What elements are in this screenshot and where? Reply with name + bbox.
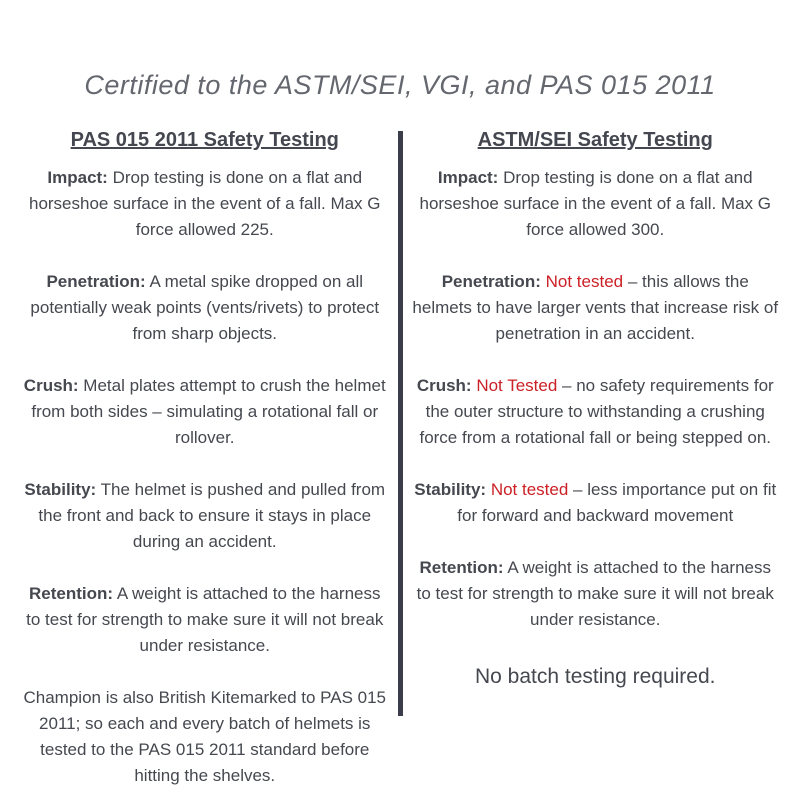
astmsei-item-penetration (412, 269, 780, 347)
astm-sei-column (403, 129, 789, 690)
astmsei-text-crush: – no safety requirements for the outer structure to withstanding a crushing force from a rotational fall or being stepped on. (419, 376, 774, 447)
astmsei-label-retention: Retention: (419, 558, 504, 577)
pas015-label-impact: Impact: (47, 168, 108, 187)
pas015-item-penetration (21, 269, 389, 347)
astmsei-label-stability: Stability: (414, 480, 487, 499)
no-batch-testing-note: No batch testing required. (475, 665, 716, 688)
pas015-text-crush: Metal plates attempt to crush the helmet from both sides – simulating a rotational fall or rollover. (31, 376, 386, 447)
pas015-label-stability: Stability: (24, 480, 97, 499)
pas015-item-impact (21, 165, 389, 243)
astmsei-item-retention (412, 555, 780, 633)
pas-015-paragraphs (12, 165, 398, 789)
pas015-label-retention: Retention: (29, 584, 114, 603)
astm-sei-paragraphs (403, 165, 789, 633)
astmsei-text-impact: Drop testing is done on a flat and horseshoe surface in the event of a fall. Max G force allowed 300. (419, 168, 772, 239)
astm-sei-heading: ASTM/SEI Safety Testing (477, 129, 713, 151)
comparison-columns (0, 129, 800, 789)
astmsei-label-penetration: Penetration: (441, 272, 541, 291)
pas015-item-stability (21, 477, 389, 555)
pas015-item-note (21, 685, 389, 789)
pas015-text-note: Champion is also British Kitemarked to PAS 015 2011; so each and every batch of helmets is tested to the PAS 015 2011 standard before hitting the shelves. (23, 688, 387, 785)
astmsei-text-retention: A weight is attached to the harness to test for strength to make sure it will not break under resistance. (416, 558, 774, 629)
astmsei-item-stability (412, 477, 780, 529)
pas015-text-stability: The helmet is pushed and pulled from the front and back to ensure it stays in place during an accident. (38, 480, 386, 551)
astmsei-text-penetration: – this allows the helmets to have larger vents that increase risk of penetration in an accident. (412, 272, 779, 343)
astmsei-item-impact (412, 165, 780, 243)
pas015-label-crush: Crush: (23, 376, 79, 395)
not-tested-highlight: Not tested (490, 480, 569, 499)
astmsei-item-crush (412, 373, 780, 451)
pas-015-heading: PAS 015 2011 Safety Testing (70, 129, 339, 151)
astmsei-text-stability: – less importance put on fit for forward and backward movement (457, 480, 777, 525)
pas015-text-retention: A weight is attached to the harness to test for strength to make sure it will not break under resistance. (26, 584, 384, 655)
pas015-text-impact: Drop testing is done on a flat and horseshoe surface in the event of a fall. Max G force allowed 225. (28, 168, 381, 239)
astmsei-label-crush: Crush: (416, 376, 472, 395)
pas-015-column (12, 129, 398, 789)
not-tested-highlight: Not tested (545, 272, 624, 291)
pas015-text-penetration: A metal spike dropped on all potentially weak points (vents/rivets) to protect from sharp objects. (30, 272, 380, 343)
pas015-item-retention (21, 581, 389, 659)
pas015-item-crush (21, 373, 389, 451)
not-tested-highlight: Not Tested (476, 376, 558, 395)
astmsei-label-impact: Impact: (437, 168, 499, 187)
certification-title: Certified to the ASTM/SEI, VGI, and PAS 015 2011 (84, 70, 716, 100)
pas015-label-penetration: Penetration: (46, 272, 146, 291)
